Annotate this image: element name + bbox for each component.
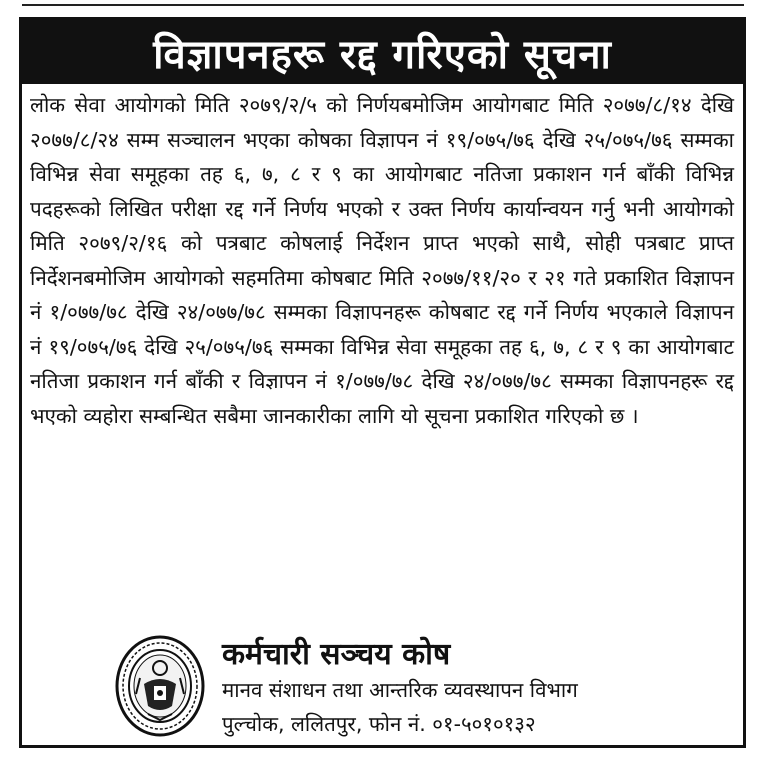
organization-name: कर्मचारी सञ्चय कोष bbox=[222, 637, 451, 672]
notice-frame bbox=[19, 17, 746, 748]
contact-address: पुल्चोक, ललितपुर, फोन नं. ०१-५०१०१३२ bbox=[222, 712, 536, 736]
notice-body: लोक सेवा आयोगको मिति २०७९/२/५ को निर्णयबमोजिम आयोगबाट मिति २०७७/८/१४ देखि २०७७/८/२४ सम्म सञ्चालन भएका कोषका विज्ञापन नं १९/०७५/७६ देखि २५/०७५/७६ सम्मका विभिन्न सेवा समूहका तह ६, ७, ८ र ९ का आयोगबाट नतिजा प्रकाशन गर्न बाँकी विभिन्न पदहरूको लिखित परीक्षा रद्द गर्ने निर्णय भएको र उक्त निर्णय कार्यान्वयन गर्नु भनी आयोगको मिति २०७९/२/१६ को पत्रबाट कोषलाई निर्देशन प्राप्त भएको साथै, सोही पत्रबाट प्राप्त निर्देशनबमोजिम आयोगको सहमतिमा कोषबाट मिति २०७७/११/२० र २१ गते प्रकाशित विज्ञापन नं १/०७७/७८ देखि २४/०७७/७८ सम्मका विज्ञापनहरू कोषबाट रद्द गर्ने निर्णय भएकाले विज्ञापन नं १९/०७५/७६ देखि २५/०७५/७६ सम्मका विभिन्न सेवा समूहका तह ६, ७, ८ र ९ का आयोगबाट नतिजा प्रकाशन गर्न बाँकी र विज्ञापन नं १/०७७/७८ देखि २४/०७७/७८ सम्मका विज्ञापनहरू रद्द भएको व्यहोरा सम्बन्धित सबैमा जानकारीका लागि यो सूचना प्रकाशित गरिएको छ । bbox=[30, 93, 734, 428]
notice-footer bbox=[22, 632, 743, 742]
department-name: मानव संशाधन तथा आन्तरिक व्यवस्थापन विभाग bbox=[222, 678, 578, 702]
notice-title: विज्ञापनहरू रद्द गरिएको सूचना bbox=[153, 31, 612, 78]
notice-header bbox=[22, 20, 743, 84]
top-divider bbox=[22, 4, 744, 6]
emblem-seal-icon bbox=[114, 634, 206, 738]
